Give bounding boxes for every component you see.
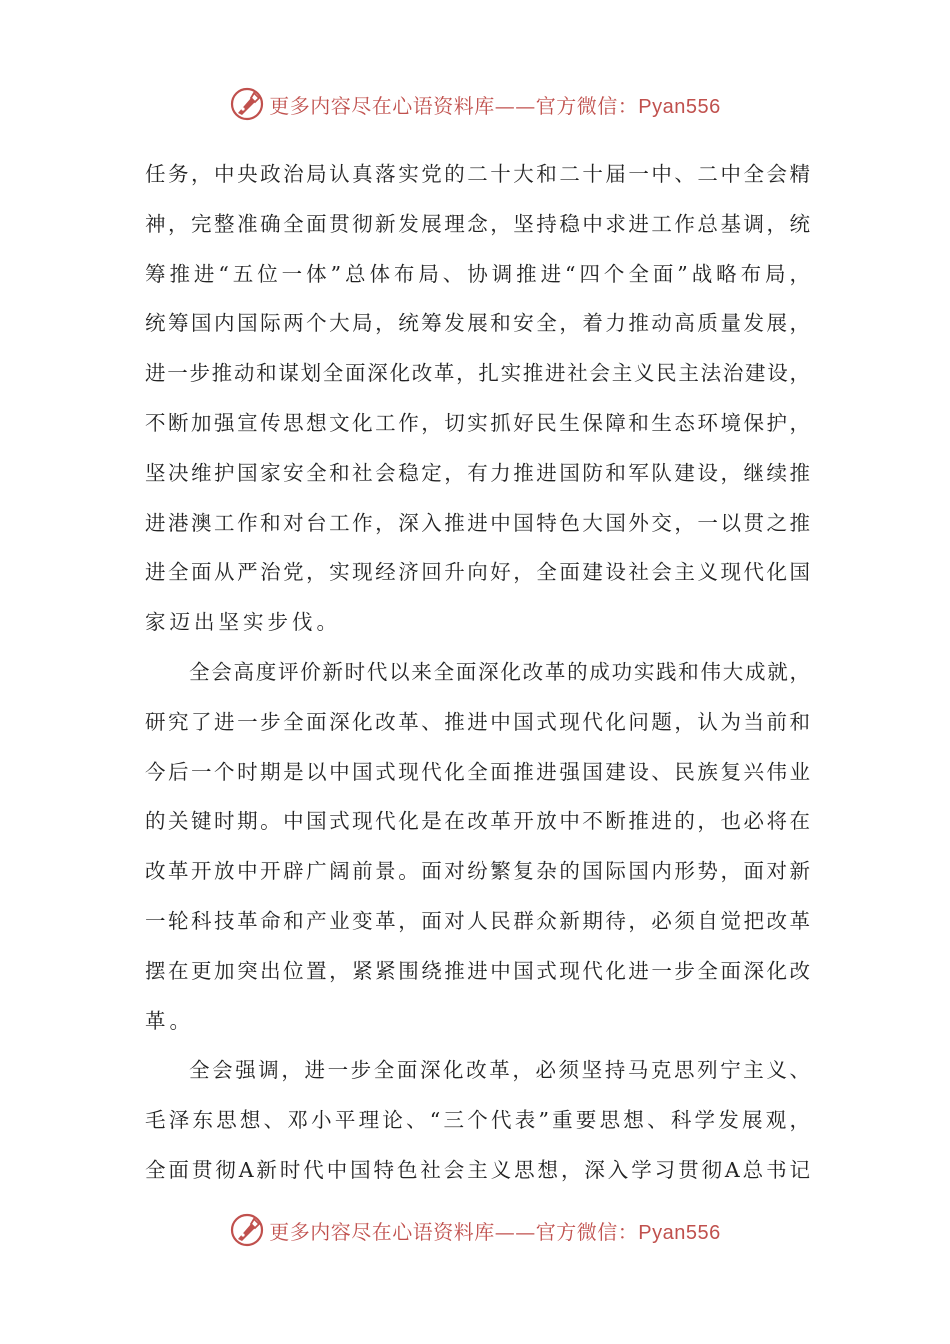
paragraph-start-line: 全会高度评价新时代以来全面深化改革的成功实践和伟大成就，: [189, 659, 810, 684]
text-line: 任务，中央政治局认真落实党的二十大和二十届一中、二中全会精: [145, 162, 810, 186]
wechat-id: Pyan556: [638, 95, 721, 118]
text-line: 一轮科技革命和产业变革，面对人民群众新期待，必须自觉把改革: [145, 908, 810, 933]
text-line: 的关键时期。中国式现代化是在改革开放中不断推进的，也必将在: [145, 809, 810, 834]
text-line: 摆在更加突出位置，紧紧围绕推进中国式现代化进一步全面深化改: [145, 958, 810, 983]
text-line: 坚决维护国家安全和社会稳定，有力推进国防和军队建设，继续推: [145, 460, 810, 485]
pen-nib-logo-icon: [229, 1212, 265, 1248]
text-line: 家迈出坚实步伐。: [145, 610, 341, 635]
watermark-text: 更多内容尽在心语资料库——官方微信：Pyan556: [269, 93, 721, 118]
text-line: 改革开放中开辟广阔前景。面对纷繁复杂的国际国内形势，面对新: [145, 859, 810, 884]
text-line: 进一步推动和谋划全面深化改革，扎实推进社会主义民主法治建设，: [145, 361, 810, 386]
header-watermark: [0, 84, 950, 124]
text-line: 不断加强宣传思想文化工作，切实抓好民生保障和生态环境保护，: [145, 410, 810, 435]
footer-watermark: [0, 1210, 950, 1250]
text-line: 毛泽东思想、邓小平理论、“三个代表”重要思想、科学发展观，: [145, 1108, 810, 1133]
text-line: 研究了进一步全面深化改革、推进中国式现代化问题，认为当前和: [145, 709, 810, 734]
paragraph-start-line: 全会强调，进一步全面深化改革，必须坚持马克思列宁主义、: [189, 1058, 810, 1083]
text-line: 筹推进“五位一体”总体布局、协调推进“四个全面”战略布局，: [145, 261, 810, 286]
text-line: 统筹国内国际两个大局，统筹发展和安全，着力推动高质量发展，: [145, 311, 810, 336]
wechat-id: Pyan556: [638, 1221, 721, 1244]
text-line: 神，完整准确全面贯彻新发展理念，坚持稳中求进工作总基调，统: [145, 211, 810, 236]
text-line: 进港澳工作和对台工作，深入推进中国特色大国外交，一以贯之推: [145, 510, 810, 535]
text-line: 进全面从严治党，实现经济回升向好，全面建设社会主义现代化国: [145, 560, 810, 585]
document-body: [145, 150, 810, 1196]
text-line: 革。: [145, 1008, 194, 1033]
pen-nib-logo-icon: [229, 86, 265, 122]
watermark-text: 更多内容尽在心语资料库——官方微信：Pyan556: [269, 1219, 721, 1244]
text-line: 今后一个时期是以中国式现代化全面推进强国建设、民族复兴伟业: [145, 759, 810, 784]
text-line: 全面贯彻A新时代中国特色社会主义思想，深入学习贯彻A总书记: [145, 1157, 810, 1182]
